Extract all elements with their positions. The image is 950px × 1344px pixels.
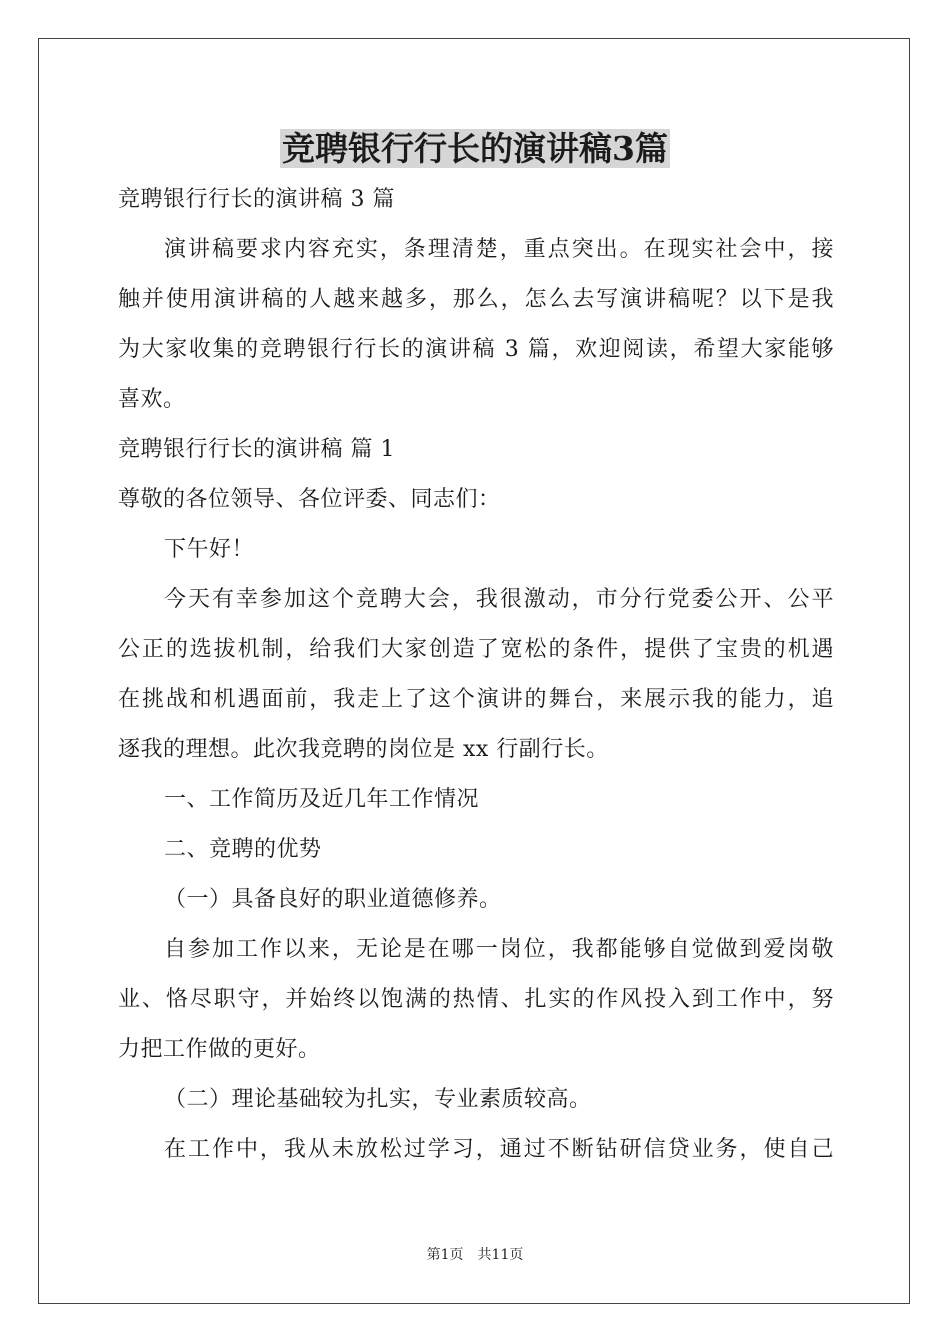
body-paragraph-line: 公正的选拔机制，给我们大家创造了宽松的条件，提供了宝贵的机遇 [118, 637, 834, 662]
outline-subheading: （二）理论基础较为扎实，专业素质较高。 [164, 1087, 592, 1112]
document-title: 竞聘银行行长的演讲稿3篇 [282, 129, 668, 168]
body-paragraph-line: 今天有幸参加这个竞聘大会，我很激动，市分行党委公开、公平 [164, 587, 834, 612]
intro-paragraph-line: 演讲稿要求内容充实，条理清楚，重点突出。在现实社会中，接 [164, 237, 834, 262]
page-number-footer: 第1页 共11页 [426, 1247, 524, 1263]
subtitle-line: 竞聘银行行长的演讲稿 3 篇 [118, 187, 395, 212]
body-paragraph-line: 业、恪尽职守，并始终以饱满的热情、扎实的作风投入到工作中，努 [118, 987, 834, 1012]
intro-paragraph-line: 为大家收集的竞聘银行行长的演讲稿 3 篇，欢迎阅读，希望大家能够 [118, 337, 834, 362]
outline-heading: 一、工作简历及近几年工作情况 [164, 787, 480, 812]
body-paragraph-line: 逐我的理想。此次我竞聘的岗位是 xx 行副行长。 [118, 737, 609, 762]
body-paragraph-line: 在挑战和机遇面前，我走上了这个演讲的舞台，来展示我的能力，追 [118, 687, 834, 712]
greeting: 下午好！ [164, 537, 255, 562]
outline-heading: 二、竞聘的优势 [164, 837, 322, 862]
intro-paragraph-line: 触并使用演讲稿的人越来越多，那么，怎么去写演讲稿呢？以下是我 [118, 287, 834, 312]
body-paragraph-line: 自参加工作以来，无论是在哪一岗位，我都能够自觉做到爱岗敬 [164, 937, 834, 962]
body-paragraph-line: 在工作中，我从未放松过学习，通过不断钻研信贷业务，使自己 [164, 1137, 834, 1162]
body-paragraph-line: 力把工作做的更好。 [118, 1037, 321, 1062]
intro-paragraph-line: 喜欢。 [118, 387, 186, 412]
section-heading: 竞聘银行行长的演讲稿 篇 1 [118, 437, 395, 462]
outline-subheading: （一）具备良好的职业道德修养。 [164, 887, 502, 912]
salutation: 尊敬的各位领导、各位评委、同志们： [118, 487, 501, 512]
